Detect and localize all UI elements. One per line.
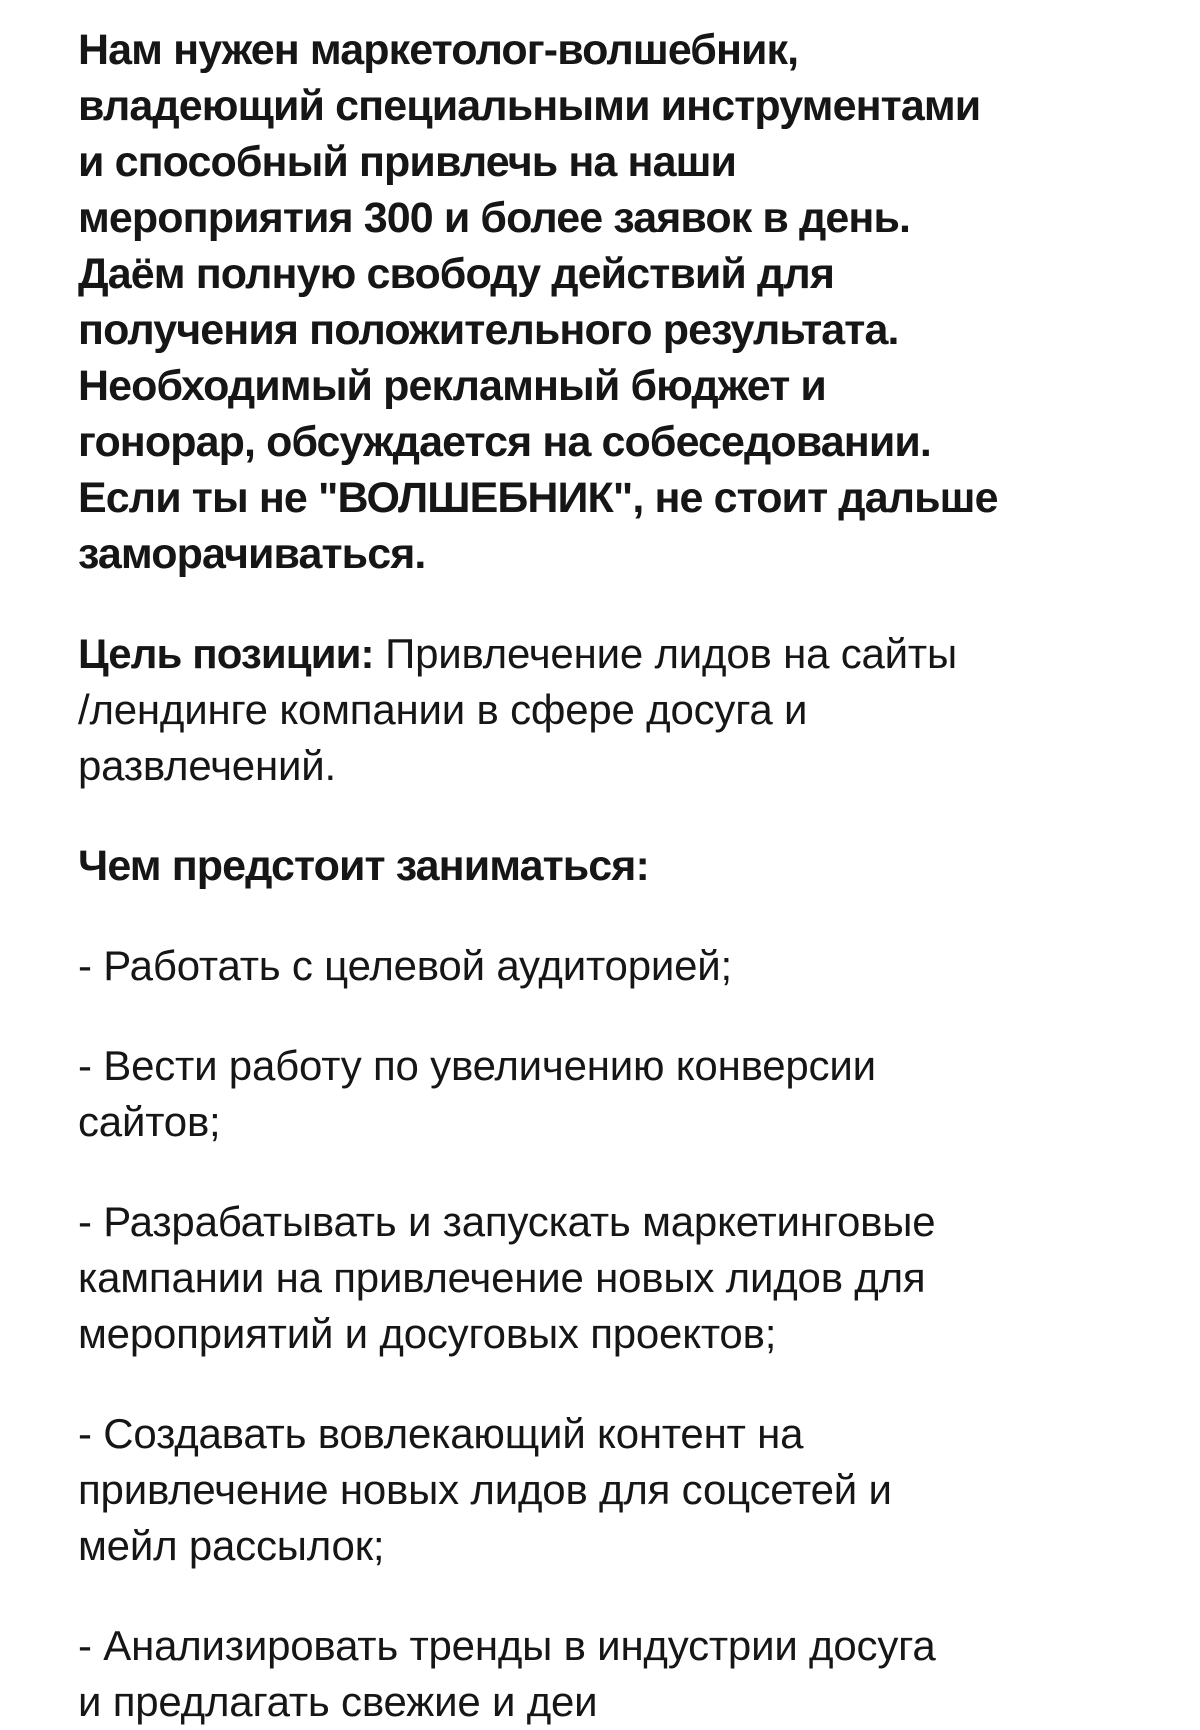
duty-line: кампании на привлечение новых лидов для xyxy=(78,1254,926,1301)
intro-line: и способный привлечь на наши xyxy=(78,138,737,186)
intro-paragraph xyxy=(78,22,1178,582)
intro-line: Нам нужен маркетолог-волшебник, xyxy=(78,26,799,74)
goal-paragraph xyxy=(78,626,1178,794)
duty-item xyxy=(78,1194,1178,1362)
goal-text: Привлечение лидов на сайты xyxy=(373,630,957,677)
duty-line: сайтов; xyxy=(78,1098,221,1145)
intro-line: получения положительного результата. xyxy=(78,306,899,354)
intro-line: Если ты не "ВОЛШЕБНИК", не стоит дальше xyxy=(78,474,998,522)
duty-line: мейл рассылок; xyxy=(78,1522,385,1569)
duty-line: - Создавать вовлекающий контент на xyxy=(78,1410,804,1457)
duty-line: - Работать с целевой аудиторией; xyxy=(78,942,733,989)
duty-item xyxy=(78,1038,1178,1150)
goal-line xyxy=(78,626,1178,682)
duty-line: и предлагать свежие и деи xyxy=(78,1678,598,1725)
intro-line: гонорар, обсуждается на собеседовании. xyxy=(78,418,931,466)
intro-line: мероприятия 300 и более заявок в день. xyxy=(78,194,911,242)
duties-heading: Чем предстоит заниматься: xyxy=(78,842,649,890)
duty-line: - Вести работу по увеличению конверсии xyxy=(78,1042,876,1089)
goal-line: /лендинге компании в сфере досуга и xyxy=(78,686,808,733)
goal-label: Цель позиции: xyxy=(78,630,374,677)
intro-line: Необходимый рекламный бюджет и xyxy=(78,362,826,410)
vacancy-text xyxy=(78,22,1178,1730)
intro-line: владеющий специальными инструментами xyxy=(78,82,981,130)
duty-line: мероприятий и досуговых проектов; xyxy=(78,1310,777,1357)
duty-line: - Анализировать тренды в индустрии досуга xyxy=(78,1622,936,1669)
duty-item xyxy=(78,1618,1178,1730)
goal-line: развлечений. xyxy=(78,742,336,789)
duty-item xyxy=(78,1406,1178,1574)
duty-line: привлечение новых лидов для соцсетей и xyxy=(78,1466,892,1513)
intro-line: заморачиваться. xyxy=(78,530,426,578)
intro-line: Даём полную свободу действий для xyxy=(78,250,835,298)
duty-line: - Разрабатывать и запускать маркетинговые xyxy=(78,1198,936,1245)
duty-item xyxy=(78,938,1178,994)
